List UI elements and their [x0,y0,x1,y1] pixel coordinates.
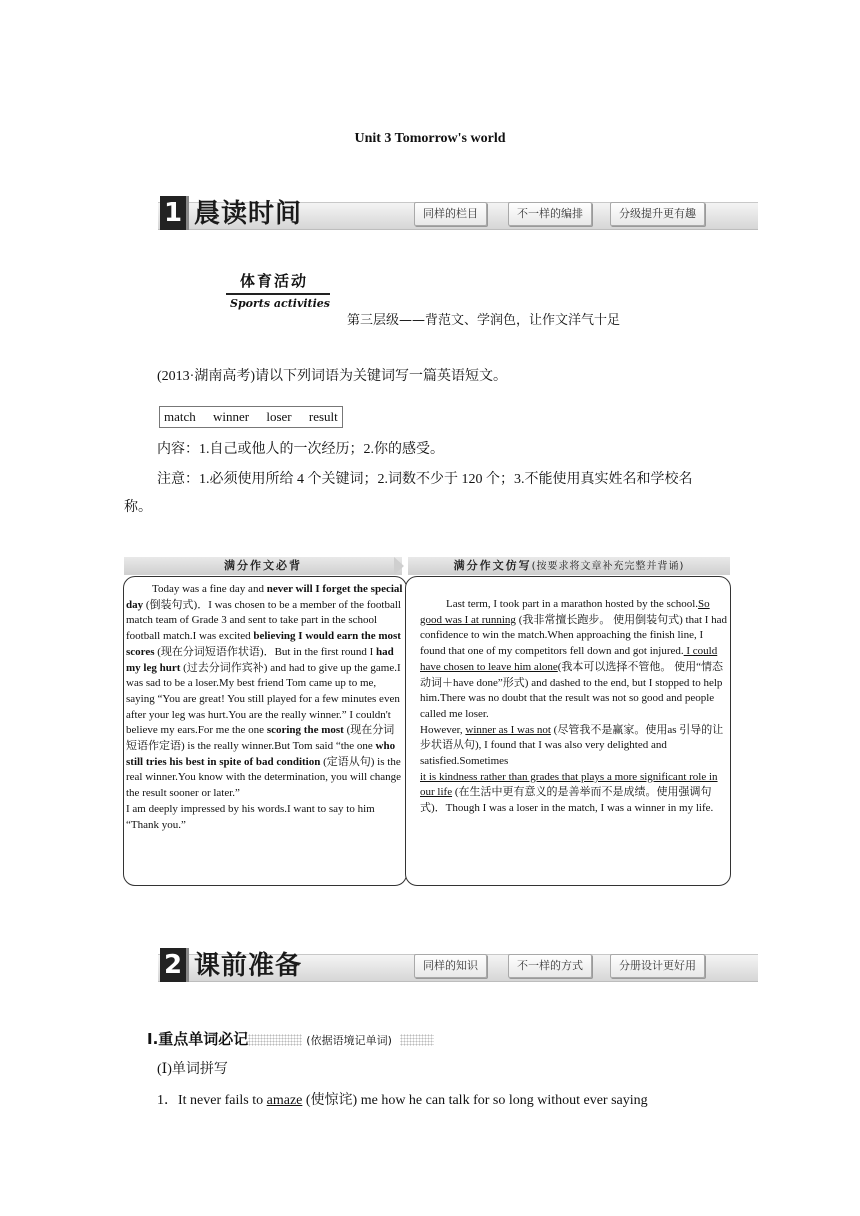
level-description: 第三层级——背范文、学润色，让作文洋气十足 [347,313,621,328]
subsection-title: (Ⅰ)单词拼写 [157,1062,228,1077]
exercise-answer: amaze [266,1093,303,1108]
tab-volume-design[interactable]: 分册设计更好用 [610,954,705,978]
highlight-complement: had my leg hurt [126,645,394,674]
right-panel-header [408,557,730,575]
banner-preview [158,948,758,984]
task-source: (2013·湖南高考)请以下列词语为关键词写一篇英语短文。 [157,369,507,384]
section-title-text: Ⅰ.重点单词必记 [147,1030,249,1048]
tab-same-knowledge[interactable]: 同样的知识 [414,954,487,978]
exercise-item-1: 1．It never fails to amaze (使惊诧) me how he can talk for so long without ever saying [157,1093,648,1108]
section-title [147,1028,434,1049]
left-essay-text: Today was a fine day and never will I forget the special day (倒装句式)．I was chosen to be a member of the football match team of Grade 3 and sent to take part in the school football match.I was excited believing I would earn the most scores (现在分词短语作状语)．But in the first round I had my leg hurt (过去分词作宾补) and had to give up the game.I was sad to be a loser.My best friend Tom came up to me, saying “You are great! You still played for a few minutes even after your leg was hurt.You are the really winner.” I couldn't believe my ears.For me the one scoring the most (现在分词短语作定语) is the really winner.But Tom said “the one who still tries his best in spite of bad condition (定语从句) is the real winner.You know with the determination, you will change the result sooner or later.” I am deeply impressed by his words.I want to say to him “Thank you.” [126,583,403,831]
banner-heading: 课前准备 [194,951,303,981]
right-essay-text: Last term, I took part in a marathon hosted by the school.So good was I at running (我非常擅长跑步。 使用倒装句式) that I had confidence to win the match.When approaching the finish line, I found that one of my competitors fell down and got injured. I could have chosen to leave him alone(我本可以选择不管他。 使用“情态动词＋have done”形式) and dashed to the end, but I stopped to help him.There was no doubt that the result was not so good and people called me loser. However, winner as I was not (尽管我不是赢家。使用as 引导的让步状语从句), I found that I was also very delighted and satisfied.Sometimes it is kindness rather than grades that plays a more significant role in our life (在生活中更有意义的是善举而不是成绩。使用强调句式)．Though I was a loser in the match, I was a winner in my life. [420,598,728,815]
section-note: (依据语境记单词) [306,1034,392,1047]
dotted-divider [248,1034,302,1046]
banner-number: 2 [160,948,186,982]
highlight-attributive: scoring the most [266,724,344,737]
right-panel-header-note: (按要求将文章补充完整并背诵) [531,561,685,572]
blank-answer-4: it is kindness rather than grades that plays a more significant role in our life [420,770,718,799]
highlight-clause: who still tries his best in spite of bad condition [126,740,396,768]
sports-label-zh: 体育活动 [240,272,309,290]
sports-label-en: Sports activities [230,297,330,310]
tab-different-layout[interactable]: 不一样的编排 [508,202,592,226]
blank-answer-3: winner as I was not [465,723,551,736]
sports-activities-logo [226,270,336,326]
highlight-inversion: never will I forget the special day [126,583,403,611]
banner-number: 1 [160,196,186,230]
highlight-participle: believing I would earn the most scores [126,630,401,658]
banner-morning-reading [158,196,758,232]
tab-different-way[interactable]: 不一样的方式 [508,954,592,978]
tab-same-column[interactable]: 同样的栏目 [414,202,487,226]
task-note-line1: 注意：1.必须使用所给 4 个关键词；2.词数不少于 120 个；3.不能使用真实姓名和学校名 [157,472,693,487]
keyword-box: match winner loser result [159,406,343,428]
banner-heading: 晨读时间 [194,199,303,229]
tab-level-up[interactable]: 分级提升更有趣 [610,202,705,226]
right-panel-title: 满分作文仿写 [453,559,532,572]
blank-answer-2: I could have chosen to leave him alone [420,645,718,673]
logo-divider [226,293,330,295]
dotted-divider [400,1034,434,1046]
left-panel-header: 满分作文必背 [124,557,402,575]
blank-answer-1: So good was I at running [420,598,710,626]
page-title: Unit 3 Tomorrow's world [354,131,506,146]
task-content: 内容：1.自己或他人的一次经历；2.你的感受。 [157,442,444,457]
task-note-line2: 称。 [124,500,152,515]
header-arrow [394,557,404,575]
